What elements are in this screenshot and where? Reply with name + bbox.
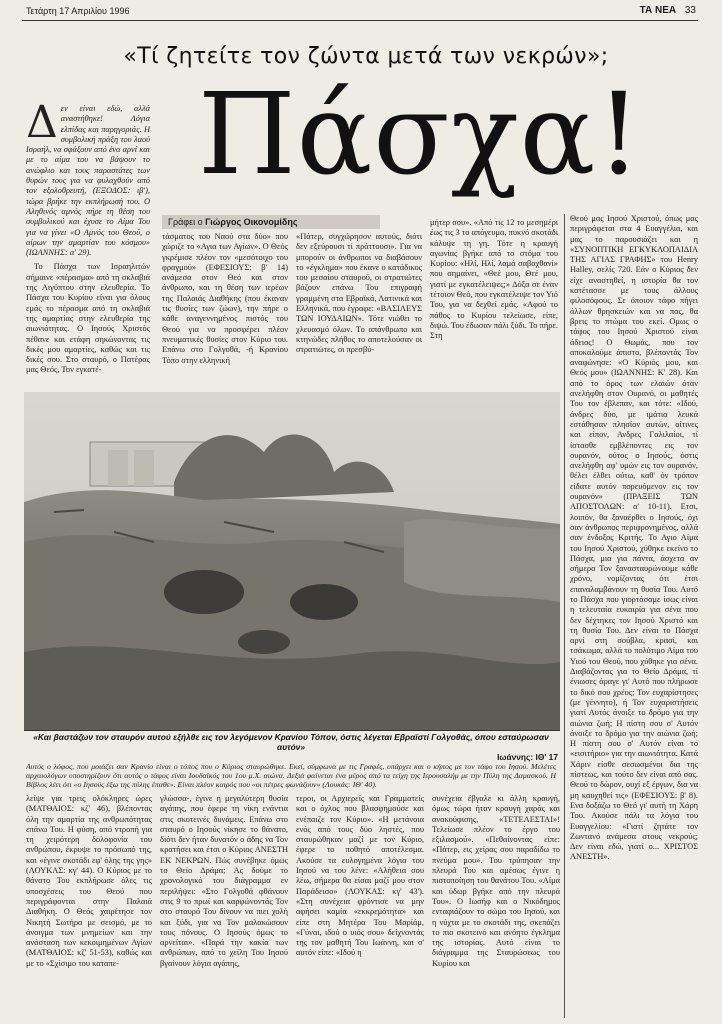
photo-credit: Αυτός ο λόφος, που μοιάζει σαν Κρανίο είναι ο τόπος που ο Κύριος σταυρώθηκε. Εκεί, σύμφωνα με τις Γραφές, υπάρχει και ο κήπος με τον τάφο του Ιησού. Μελέτες αρχαιολόγων υποστηρίζουν ότι αυτός ο τάφος είναι Ιουδαϊκός του 1ου μ.Χ. αιώνα. Δεξιά φαίνεται ένα μέρος από τα τείχη της Ιερουσαλήμ με την Πύλη της Δαμασκού. Η Βίβλος λέει ότι «ο Ιησούς έξω της πύλης έπαθε». Είναι πλέον καιρός που «οι πέτρες φωνάζουν» (Λουκάς: ΙΘ' 40).: [26, 762, 556, 789]
dropcap: Δ: [26, 104, 58, 148]
header-date: Τετάρτη 17 Απριλίου 1996: [26, 6, 130, 16]
column-2: τάσματος του Ναού στα δύο» που χώριζε το «Αγια των Αγίων». Ο Θεός γκρέμισε πλέον τον «μεσότοιχο του φραγμού» (ΕΦΕΣΙΟΥΣ: β' 14) ανάμεσα στον Θεό και στον άνθρωπο, και τη θέση των ιερέων της Παλαιάς Διαθήκης (που έκαναν τις θυσίες των ζώων), την πήρε ο κάθε αναγεννημένος πιστός του Θεού για να προσφέρει πλέον πνευματικές θυσίες στον Κύριο του. Επάνω στο Γολγοθά, -ή Κρανίου Τόπο στην ελληνική: [162, 232, 288, 365]
column-separator: [564, 214, 565, 1018]
header-paper: [640, 5, 696, 16]
caption-reference: Ιωάννης: ΙΘ' 17: [497, 752, 558, 762]
bottom-column-1: λείψε για τρεις ολόκληρες ώρες (ΜΑΤΘΑΙΟΣ: κζ' 46), βλέποντας όλη την αμαρτία της ανθρωπότητας επάνω Του. Η φύση, από ντροπή για τη χειρότερη δολοφονία του ανθρώπου, έκρυψε το πρόσωπό της, και «έγινε σκοτάδι εφ' όλης της γης» (ΛΟΥΚΑΣ: κγ' 44). Ο Κύριος με το θάνατο Του εκπλήρωσε όλες τις υποσχέσεις του Θεού που περιγράφονται στην Παλαιά Διαθήκη. Ο Θεός χαιρέτησε τον Νικητή Σωτήρα με σεισμό, με το άνοιγμα των μνημείων και την ανάσταση των κεκοιμημένων Αγίων (ΜΑΤΘΑΙΟΣ: κζ' 51-53), καθώς και με το «Σχίσιμο του καταπε-: [26, 794, 152, 968]
bottom-column-2: γλώσσα-, έγινε η μεγαλύτερη θυσία αγάπης, που έφερε τη νίκη ενάντια στις σκοτεινές δυνάμεις. Επάνω στο σταυρό ο Ιησούς νίκησε το θάνατο, διότι δεν ήταν δυνατόν ο άδης να Τον κρατήσει και έτσι ο Κύριος ΑΝΕΣΤΗ ΕΚ ΝΕΚΡΩΝ. Πώς συνέβηκε όμως το Θείο Δράμα; Ας δούμε το χρονολογικό του διάγραμμα εν περιλήψει: «Στο Γολγοθά φθάνουν στις 9 το πρωί και καρφώνοντάς Τον στο σταυρό Του δίνουν να πιει χολή και ξύδι, για να Τον μαλακώσουν τους πόνους. Ο Ιησούς όμως το αρνείται». «Παρά την κακία των ανθρώπων, από το χείλη Του Ιησού βγαίνουν λόγια αγάπης,: [160, 794, 288, 968]
column-3: «Πάτερ, συγχώρησον αυτούς, διότι δεν εξεύρουσι τί πράττουσι». Για να μπορούν οι άνθρωποι να διαβάσουν το «έγκλημα» που έκανε ο κατάδικος του μεσαίου σταυρού, οι στρατιώτες βάζουν επάνω Του επιγραφή γραμμένη στα Εβραϊκά, Λατινικά και Ελληνικά, που έγραφε: «ΒΑΣΙΛΕΥΣ ΤΩΝ ΙΟΥΔΑΙΩΝ». Τότε νιώθει το χλευασμό όλων. Το απάνθρωπο και κτηνώδες πλήθος το αποτελούσαν οι στρατιώτες, οι πρεσβύ-: [296, 232, 422, 355]
golgotha-photo-illustration: [24, 392, 560, 730]
header-rule: [22, 20, 698, 21]
page-number: 33: [684, 5, 696, 16]
byline-author: Γιώργος Οικονομίδης: [205, 217, 298, 227]
photo-rule: [24, 730, 560, 731]
bottom-column-3: τεροι, οι Αρχιερείς και Γραμματείς και ο όχλος που βλασφημούσε και ενέπαιζε τον Κύριο». «Η μετάνοια ενός από τους δύο ληστές, που σταυρώθηκαν μαζί με τον Κύριο, έφερε το ποθητό αποτέλεσμα. Ακούσε τα ευλογημένα λόγια του Ιησού να του λένε: «Αλήθεια σου λέω, σήμερα θα είσαι μαζί μου στον Παράδεισο» (ΛΟΥΚΑΣ: κγ' 43'). «Στη συνέχεια φρόντισε να μην αφήσει καμία «εκκρεμότητα» και είπε στη Μητέρα Του Μαρίάμ, «Γύναι, ιδού ο υιός σου» δείχνοντάς της τον μαθητή Του Ιωάννη, και σ' αυτόν είπε: «Ιδού η: [296, 794, 424, 958]
byline-prefix: Γράφει ο: [168, 217, 203, 227]
byline: [162, 215, 380, 229]
paper-name: ΤΑ ΝΕΑ: [639, 5, 677, 16]
photo-caption: «Και βαστάζων τον σταυρόν αυτού εξήλθε εις τον λεγόμενον Κρανίου Τόπον, όστις λέγεται Εβραϊστί Γολγοθάς, όπου εσταύρωσαν αυτόν»: [33, 732, 549, 752]
intro-text: εν είναι εδώ, αλλά αναστήθηκε! Λόγια ελπίδας και παρηγοριάς. Η συμβολική πράξη του λαού Ισραήλ, να σφάξουν από ένα αρνί και με το αίμα του να βάψουν το ανώφλιο και τους παραστάτες των θυρών τους για να φυλαχθούν από τον εξολοθρευτή, (ΕΞΟΔΟΣ: ιβ'), τώρα βρήκε την εκπλήρωσή του. Ο Αληθινός αμνός πήρε τη θέση του συμβολικού και έχυσε το Αίμα Του για να γίνει «Ο Αμνός του Θεού, ο αίρων την αμαρτίαν του κόσμου» (ΙΩΑΝΝΗΣ: α' 29).: [26, 104, 150, 258]
bottom-column-4: συνέχεια έβγαλε κι άλλη κραυγή, όμως τώρα ήταν κραυγή χαράς και ανακούφισης, «ΤΕΤΕΛΕΣΤΑΙ»! Τελείωσε πλέον το έργο του εξιλασμού». «Πεθαίνοντας είπε: «Πάτερ, εις χείρας σου παραδίδω το πνεύμα μου». Του τρύπησαν την πλευρά Του και αμέσως έγινε η πιστοποίηση του θανάτου Του. «Αίμα και ύδωρ βγήκε από την πλευρά Του». Ο Ιωσήφ και ο Νικόδημος ενταφιάζουν το σώμα του Ιησού, και η νύχτα με το σκοτάδι της, σκεπάζει το πιο σκοτεινό και ανόητο έγκλημα της ιστορίας. Αυτό είναι το διάγραμμα της Σταυρώσεως του Κυρίου και: [432, 794, 560, 968]
intro-text-2: Το Πάσχα των Ισραηλιτών σήμαινε «πέρασμα» από τη σκλαβιά της Αιγύπτου στην ελευθερία. Το Πάσχα του Κυρίου είναι για όλους εμάς το πέρασμα από τη σκλαβιά της αμαρτίας στην ελευθερία της αιωνιότητας. Ο Ιησούς Χριστός πέθανε και ετάφη σηκώνοντας τις δικές μου αμαρτίες, καθώς και τις δικές σου. Στο σταυρό, ο Πατέρας μας Θεός, Τον εγκατέ-: [26, 262, 150, 375]
golgotha-photo: [24, 392, 560, 730]
intro-column: [26, 104, 150, 390]
subtitle: «Τί ζητείτε τον ζώντα μετά των νεκρών»;: [123, 44, 609, 69]
right-column: Θεού μας Ιησού Χριστού, όπως μας περιγράφεται στα 4 Ευαγγέλια, και μας το παρουσιάζει και η «ΣΥΝΟΠΤΙΚΗ ΕΓΚΥΚΛΟΠΑΙΔΙΑ ΤΗΣ ΑΓΙΑΣ ΓΡΑΦΗΣ» του Henry Halley, σελίς 720. Εάν ο Κύριος δεν είχε αναστηθεί, η ιστορία θα τον κατέτασσε με τους άλλους φιλοσόφους. Σε όποιον τάφο πήγει άλλων θρησκειών και να πας, θα βρεις το πτώμα του εκεί. Ομως ο τάφος του Ιησού Χριστού είναι άδειος! Ο Θωμάς, που τον αποκαλούμε άπιστο, βλέποντάς Τον αναφώνησε: «Ο Κύριός μου, και Θεός μου» (ΙΩΑΝΝΗΣ: Κ' 28). Και από το όρος των ελαιών όταν ανελήφθη στον Ουρανό, οι μαθητές Του τον έβλεπαν, και τότε: «Ιδού, άνδρες δύο, με ιμάτια λευκά εστάθησαν πλησίον αυτών, οίτινες και είπον, Ανδρες Γαλιλαίοι, τί ίστασθε εμβλέποντες εις τον ουρανόν, ούτος ο Ιησούς, όστις ανελήφθη αφ' υμών εις τον ουρανόν, θέλει έλθει ούτω, καθ' όν τρόπον είδατε αυτόν πορευόμενον εις τον ουρανόν» (ΠΡΑΞΕΙΣ ΤΩΝ ΑΠΟΣΤΟΛΩΝ: α' 10-11). Ετσι, λοιπόν, θα ξαναέρθει ο Ιησούς, όχι σαν άνθρωπος περιφρονημένος, αλλά σαν ένδοξος Κριτής. Το Αγιο Αίμα του Ιησού Χριστού, χύθηκε εκείνο το Πάσχα, μια για πάντα, άσχετα αν σήμερα Τον ξανασταυρώνουμε κάθε χρόνο, νομίζοντας ότι έτσι επαναλαμβάνουν τη θυσία Του. Αυτό το Πάσχα που γιορτάσαμε ίσως είναι η τελευταία ευκαιρία για σένα που δεν δέχτηκες τον Ιησού Χριστό και τη θυσία Του. Δεν είναι το Πάσχα αρνί στη σούβλα, κρασί, και τσάκωμα, αλλά το πολύτιμο Αίμα του Υιού του Θεού, που χύθηκε για σένα. Διαβάζοντας για το Θείο Δράμα, τί ένιωσες άραγε γι' Αυτό που πλήρωσε το δικό σου χρέος; Τον ευχαρίστησες (με γέννητο), ή Τον ευχαριστήσεις γιατί Αυτός άνοιξε το δρόμο για την αιώνια ζωή; Η πίστη σου σ' Αυτόν άνοιξε το δρόμο για την αιώνια ζωή; Η πίστη σου σ' Αυτόν είναι το «εισιτήριο» για την αιωνιότητα. Κατά Χάριν είσθε σεσωσμένοι δια της πίστεως, και τούτο δεν είναι από σας. Θεού το δώρον, ουχί εξ έργων, δια να μη καυχηθεί τις» (ΕΦΕΣΙΟΥΣ: β' 8). Ενα δοξάζω το Θεό γι' αυτή τη Χάρη Του. Ακούσε πάλι τα λόγια του Ευαγγελίου: «Γιατί ζητάτε τον Ζωντανό ανάμεσα στους νεκρούς; Δεν είναι εδώ, γιατί ο... ΧΡΙΣΤΟΣ ΑΝΕΣΤΗ».: [570, 214, 698, 862]
page-title: Πάσχα!: [198, 70, 643, 200]
column-4: μήτερ σου». «Από τις 12 το μεσημέρι έως τις 3 το απόγευμα, πυκνό σκοτάδι κάλυψε τη γη. Τότε η κραυγή αγωνίας βγήκε από το στόμα του Κυρίου: «Ηλί, Ηλί, λαμά σαβαχθανί» που σημαίνει, «Θεέ μου, Θεέ μου, γιατί με εγκατέλειψες;» Δόξα σε έναν τέτοιον Θεό, που εγκατέλειψε τον Υιό Του, για να δεχθεί εμάς. «Αφού το πάθος το Κυρίου τελείωσε, είπε, διψώ. Του έδωσαν πάλι ξύδι. Το πήρε. Στη: [430, 218, 558, 341]
